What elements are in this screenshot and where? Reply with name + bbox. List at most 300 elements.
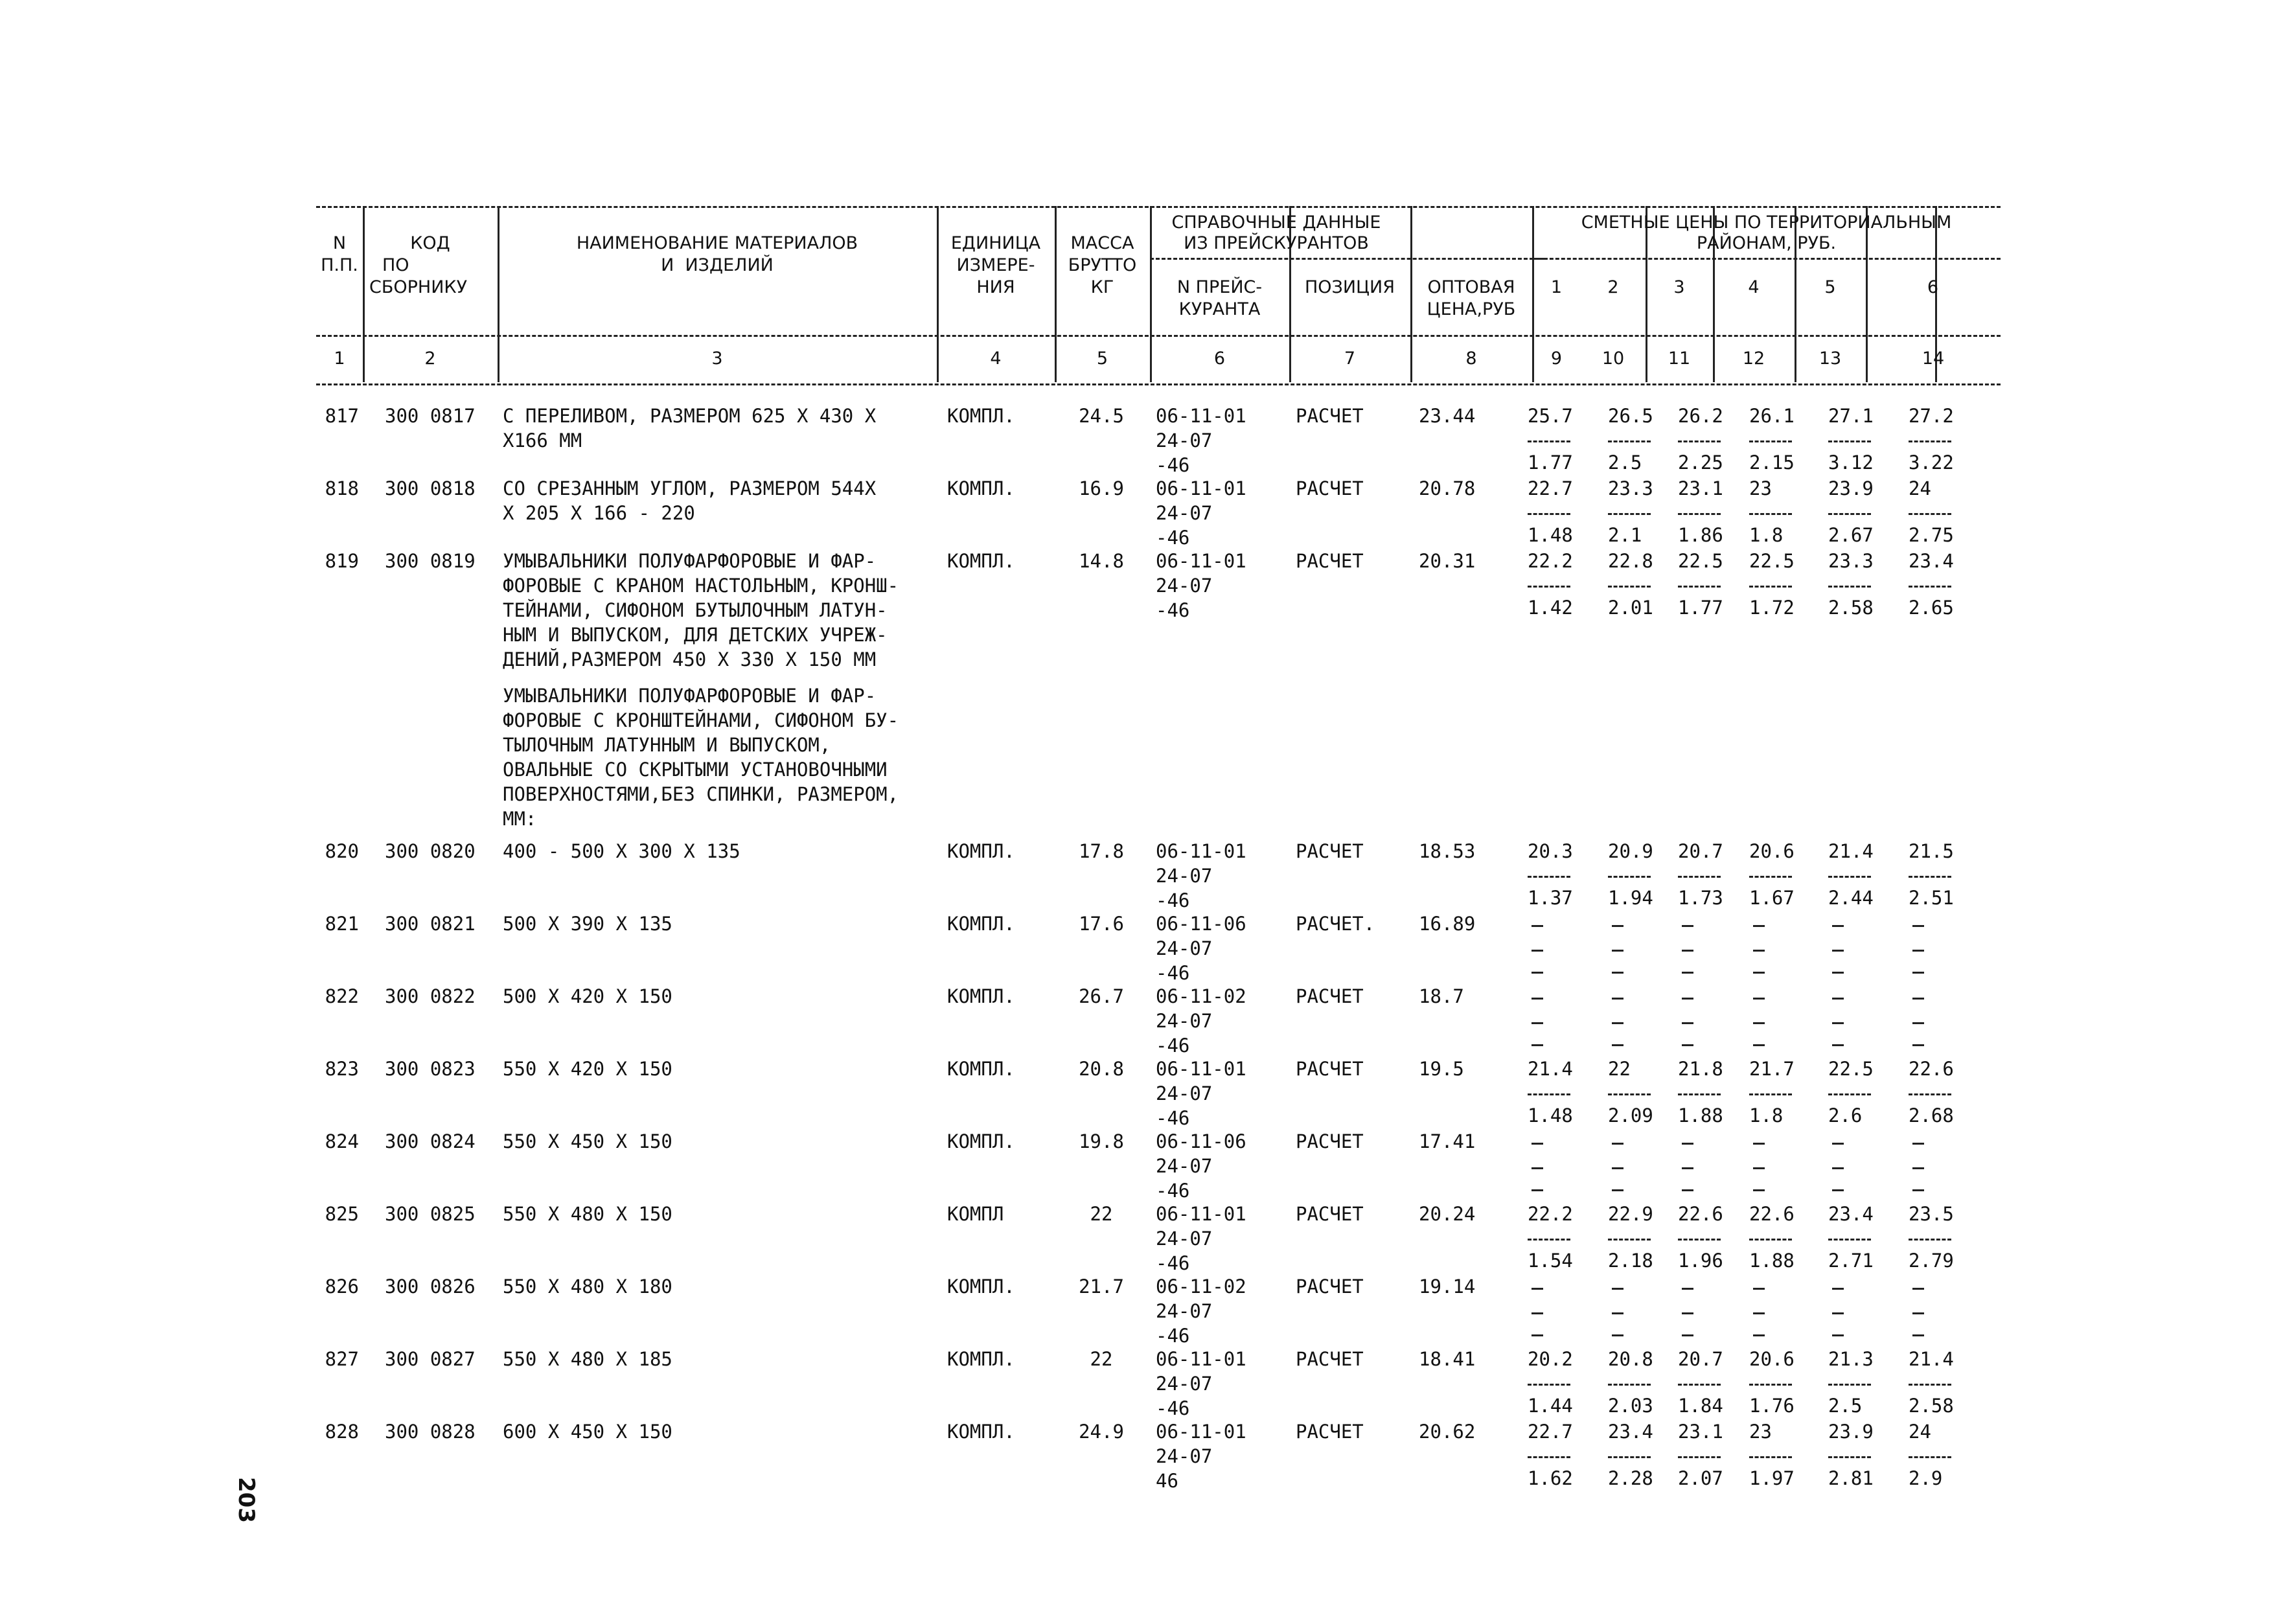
column-number: 2 [424,349,436,369]
price-bottom [1608,1034,1619,1053]
row-code: 300 0820 [385,840,476,862]
price-dash [1612,1312,1623,1314]
row-name-line: 500 X 420 X 150 [503,985,672,1007]
price-bottom: 2.28 [1608,1467,1653,1489]
fraction-bar [1608,586,1651,588]
price-bottom [1909,1034,1920,1053]
fraction-bar [1909,1239,1951,1241]
header-code: СБОРНИКУ [369,277,468,297]
price-top: 20.7 [1678,840,1723,862]
price-top [1678,987,1689,1006]
price-bottom: 1.76 [1749,1395,1795,1417]
price-top: 21.4 [1528,1058,1573,1080]
header-unit: НИЯ [976,277,1015,297]
price-dash [1753,950,1765,952]
column-number: 4 [990,349,1002,369]
fraction-bar [1909,440,1951,442]
fraction-bar [1608,513,1651,515]
header-name: НАИМЕНОВАНИЕ МАТЕРИАЛОВ [576,233,858,253]
price-top: 22 [1608,1058,1631,1080]
price-bottom: 1.88 [1678,1104,1723,1127]
row-pricelist: -46 [1156,1397,1190,1419]
price-bottom: 2.6 [1828,1104,1863,1127]
fraction-bar [1528,876,1570,878]
price-bottom [1608,1324,1619,1343]
fraction-bar [1528,1384,1570,1386]
row-code: 300 0817 [385,405,476,427]
row-position: РАСЧЕТ [1296,1275,1364,1298]
price-bottom: 2.9 [1909,1467,1943,1489]
price-dash [1612,1167,1623,1169]
fraction-bar [1828,1093,1871,1095]
price-bottom: 1.77 [1528,452,1573,474]
row-name-line: X 205 X 166 - 220 [503,502,695,524]
row-mass: 21.7 [1079,1275,1124,1298]
column-number: 6 [1213,349,1226,369]
price-bottom: 2.07 [1678,1467,1723,1489]
fraction-bar [1909,1093,1951,1095]
row-position: РАСЧЕТ [1296,1203,1364,1225]
price-dash [1832,1312,1844,1314]
row-position: РАСЧЕТ [1296,1348,1364,1370]
row-name-line: 400 - 500 X 300 X 135 [503,840,740,862]
header-region-5: 5 [1824,277,1836,297]
price-bottom: 1.8 [1749,1104,1784,1127]
price-bottom: 2.58 [1828,597,1874,619]
price-top: 21.4 [1909,1348,1954,1370]
fraction-bar [1749,1239,1792,1241]
header-region-group: СМЕТНЫЕ ЦЕНЫ ПО ТЕРРИТОРИАЛЬНЫМ [1581,212,1952,233]
row-pricelist: -46 [1156,962,1190,984]
header-mass: МАССА [1070,233,1134,253]
fraction-bar [1749,440,1792,442]
fraction-bar [1678,1093,1721,1095]
fraction-bar [1749,586,1792,588]
fraction-bar [1909,513,1951,515]
row-pricelist: 24-07 [1156,429,1213,452]
row-position: РАСЧЕТ. [1296,913,1375,935]
row-unit: КОМПЛ. [947,550,1015,572]
row-mass: 19.8 [1079,1130,1124,1152]
header-unit: ЕДИНИЦА [950,233,1041,253]
header-mid-rule [316,335,2001,337]
price-bottom: 2.44 [1828,887,1874,909]
price-bottom: 1.94 [1608,887,1653,909]
header-wholesale: ОПТОВАЯ [1427,277,1515,297]
fraction-bar [1528,513,1570,515]
row-mass: 24.5 [1079,405,1124,427]
row-pricelist: -46 [1156,1180,1190,1202]
header-region-4: 4 [1748,277,1760,297]
price-top: 27.1 [1828,405,1874,427]
price-top: 23.5 [1909,1203,1954,1225]
fraction-bar [1909,876,1951,878]
row-name-line: 550 X 420 X 150 [503,1058,672,1080]
fraction-bar [1678,440,1721,442]
price-bottom [1749,961,1760,980]
row-mass: 24.9 [1079,1421,1124,1443]
row-name-line: ММ: [503,808,537,830]
price-bottom [1828,1324,1839,1343]
row-wholesale: 20.62 [1419,1421,1476,1443]
price-dash [1753,1022,1765,1024]
column-number: 10 [1601,349,1625,369]
row-name-line: 550 X 480 X 185 [503,1348,672,1370]
row-number: 818 [325,477,359,499]
price-bottom: 1.54 [1528,1250,1573,1272]
price-dash [1832,1022,1844,1024]
column-number: 14 [1922,349,1945,369]
row-number: 820 [325,840,359,862]
price-top [1608,1132,1619,1151]
price-top: 22.7 [1528,477,1573,499]
header-wholesale: ЦЕНА,РУБ [1427,299,1516,319]
row-unit: КОМПЛ. [947,1130,1015,1152]
price-top: 21.3 [1828,1348,1874,1370]
row-pricelist: -46 [1156,1252,1190,1274]
row-pricelist: 06-11-01 [1156,1203,1246,1225]
price-bottom: 3.22 [1909,452,1954,474]
header-pricelist: КУРАНТА [1178,299,1261,319]
row-unit: КОМПЛ. [947,1058,1015,1080]
price-dash [1912,1022,1924,1024]
price-top: 22.2 [1528,550,1573,572]
price-top [1608,987,1619,1006]
price-bottom: 2.5 [1828,1395,1863,1417]
row-number: 824 [325,1130,359,1152]
row-number: 827 [325,1348,359,1370]
price-dash [1532,1312,1543,1314]
price-dash [1532,950,1543,952]
row-pricelist: -46 [1156,599,1190,621]
price-bottom: 1.67 [1749,887,1795,909]
row-name-line: СО СРЕЗАННЫМ УГЛОМ, РАЗМЕРОМ 544X [503,477,877,499]
row-unit: КОМПЛ. [947,1348,1015,1370]
row-name-line: 500 X 390 X 135 [503,913,672,935]
row-code: 300 0819 [385,550,476,572]
row-number: 819 [325,550,359,572]
price-top: 22.5 [1678,550,1723,572]
price-top: 26.1 [1749,405,1795,427]
column-number: 7 [1344,349,1356,369]
row-unit: КОМПЛ. [947,913,1015,935]
price-bottom: 2.51 [1909,887,1954,909]
price-top: 22.2 [1528,1203,1573,1225]
row-mass: 17.6 [1079,913,1124,935]
row-wholesale: 17.41 [1419,1130,1476,1152]
price-top [1909,987,1920,1006]
price-dash [1832,1167,1844,1169]
column-number: 13 [1818,349,1842,369]
row-unit: КОМПЛ. [947,477,1015,499]
price-bottom [1528,1034,1539,1053]
price-bottom [1678,1034,1689,1053]
header-ref-group: СПРАВОЧНЫЕ ДАННЫЕ [1171,212,1381,233]
row-number: 826 [325,1275,359,1298]
price-top: 20.2 [1528,1348,1573,1370]
row-name-line: С ПЕРЕЛИВОМ, РАЗМЕРОМ 625 X 430 X [503,405,877,427]
price-top: 23.9 [1828,477,1874,499]
fraction-bar [1528,586,1570,588]
row-pricelist: -46 [1156,1035,1190,1057]
price-bottom: 1.84 [1678,1395,1723,1417]
price-top: 26.5 [1608,405,1653,427]
price-bottom [1678,1179,1689,1198]
column-number: 3 [711,349,723,369]
price-bottom [1749,1324,1760,1343]
price-top [1828,915,1839,933]
row-mass: 16.9 [1079,477,1124,499]
fraction-bar [1608,1456,1651,1458]
row-name-line: ДЕНИЙ,РАЗМЕРОМ 450 X 330 X 150 ММ [503,648,877,670]
price-top: 20.9 [1608,840,1653,862]
price-bottom: 1.97 [1749,1467,1795,1489]
price-top: 27.2 [1909,405,1954,427]
price-bottom: 1.96 [1678,1250,1723,1272]
price-bottom: 2.67 [1828,524,1874,546]
price-bottom: 1.77 [1678,597,1723,619]
price-bottom: 1.48 [1528,524,1573,546]
price-bottom: 2.1 [1608,524,1642,546]
price-top: 24 [1909,477,1931,499]
fraction-bar [1749,1456,1792,1458]
price-bottom [1909,961,1920,980]
price-top [1528,915,1539,933]
row-wholesale: 20.78 [1419,477,1476,499]
price-dash [1753,1167,1765,1169]
row-pricelist: 24-07 [1156,937,1213,959]
row-mass: 22 [1090,1203,1113,1225]
column-number: 8 [1465,349,1477,369]
price-top: 23.9 [1828,1421,1874,1443]
row-pricelist: -46 [1156,527,1190,549]
row-number: 821 [325,913,359,935]
row-position: РАСЧЕТ [1296,477,1364,499]
row-pricelist: -46 [1156,1107,1190,1129]
price-bottom: 2.68 [1909,1104,1954,1127]
price-bottom: 1.72 [1749,597,1795,619]
fraction-bar [1828,1456,1871,1458]
row-pricelist: 06-11-01 [1156,477,1246,499]
header-code: КОД [410,233,450,253]
price-bottom: 1.86 [1678,524,1723,546]
header-bottom-rule [316,383,2001,385]
row-position: РАСЧЕТ [1296,985,1364,1007]
row-pricelist: 06-11-06 [1156,913,1246,935]
row-pricelist: 24-07 [1156,1373,1213,1395]
price-bottom: 1.44 [1528,1395,1573,1417]
price-bottom: 2.5 [1608,452,1642,474]
price-top: 22.7 [1528,1421,1573,1443]
price-bottom: 1.42 [1528,597,1573,619]
price-bottom [1528,1324,1539,1343]
price-top: 23.1 [1678,1421,1723,1443]
header-no: П.П. [321,255,358,275]
price-top: 25.7 [1528,405,1573,427]
ref-group-rule [1150,258,1545,260]
row-pricelist: 24-07 [1156,865,1213,887]
row-pricelist: 24-07 [1156,575,1213,597]
header-mass: БРУТТО [1068,255,1137,275]
price-dash [1532,1022,1543,1024]
row-code: 300 0827 [385,1348,476,1370]
row-position: РАСЧЕТ [1296,1130,1364,1152]
row-position: РАСЧЕТ [1296,1058,1364,1080]
fraction-bar [1909,1384,1951,1386]
price-top: 20.6 [1749,840,1795,862]
row-wholesale: 23.44 [1419,405,1476,427]
row-name-line: 600 X 450 X 150 [503,1421,672,1443]
price-dash [1912,1312,1924,1314]
row-pricelist: 24-07 [1156,1228,1213,1250]
header-region-3: 3 [1673,277,1685,297]
price-top: 22.8 [1608,550,1653,572]
price-top [1749,987,1760,1006]
fraction-bar [1528,440,1570,442]
row-pricelist: 06-11-01 [1156,550,1246,572]
price-top: 20.7 [1678,1348,1723,1370]
row-name-line: 550 X 480 X 180 [503,1275,672,1298]
price-top [1749,915,1760,933]
price-top: 26.2 [1678,405,1723,427]
fraction-bar [1828,440,1871,442]
row-pricelist: 06-11-01 [1156,1058,1246,1080]
row-wholesale: 18.53 [1419,840,1476,862]
column-number: 5 [1096,349,1108,369]
row-pricelist: 06-11-01 [1156,1421,1246,1443]
price-top [1749,1132,1760,1151]
row-pricelist: 24-07 [1156,1155,1213,1177]
fraction-bar [1678,876,1721,878]
header-unit: ИЗМЕРЕ- [956,255,1035,275]
price-top [1828,1277,1839,1296]
row-number: 817 [325,405,359,427]
price-bottom: 2.58 [1909,1395,1954,1417]
price-top: 23.4 [1828,1203,1874,1225]
price-top [1608,1277,1619,1296]
header-code: ПО [382,255,409,275]
price-bottom: 2.65 [1909,597,1954,619]
row-pricelist: 24-07 [1156,1300,1213,1322]
row-code: 300 0821 [385,913,476,935]
price-top: 24 [1909,1421,1931,1443]
price-top: 23.3 [1828,550,1874,572]
price-top [1909,1132,1920,1151]
row-name-line: ФОРОВЫЕ С КРАНОМ НАСТОЛЬНЫМ, КРОНШ- [503,575,899,597]
row-position: РАСЧЕТ [1296,840,1364,862]
price-dash [1682,1167,1693,1169]
fraction-bar [1678,1384,1721,1386]
row-unit: КОМПЛ. [947,1421,1015,1443]
row-pricelist: 24-07 [1156,1445,1213,1467]
header-ref-group: ИЗ ПРЕЙСКУРАНТОВ [1184,233,1369,253]
row-name-line: 550 X 450 X 150 [503,1130,672,1152]
row-pricelist: 24-07 [1156,1010,1213,1032]
price-bottom [1828,1034,1839,1053]
row-position: РАСЧЕТ [1296,1421,1364,1443]
region-group-rule [1532,258,2001,260]
row-wholesale: 19.5 [1419,1058,1464,1080]
price-bottom: 1.88 [1749,1250,1795,1272]
row-name-line: ТЕЙНАМИ, СИФОНОМ БУТЫЛОЧНЫМ ЛАТУН- [503,599,888,621]
row-name-line: УМЫВАЛЬНИКИ ПОЛУФАРФОРОВЫЕ И ФАР- [503,685,877,707]
price-bottom: 3.12 [1828,452,1874,474]
row-wholesale: 20.24 [1419,1203,1476,1225]
price-top: 22.9 [1608,1203,1653,1225]
price-bottom: 2.71 [1828,1250,1874,1272]
fraction-bar [1528,1456,1570,1458]
price-bottom: 1.37 [1528,887,1573,909]
row-code: 300 0822 [385,985,476,1007]
row-code: 300 0824 [385,1130,476,1152]
row-unit: КОМПЛ [947,1203,1004,1225]
row-pricelist: 24-07 [1156,502,1213,524]
price-top: 23.4 [1608,1421,1653,1443]
header-position: ПОЗИЦИЯ [1305,277,1395,297]
row-position: РАСЧЕТ [1296,550,1364,572]
row-position: РАСЧЕТ [1296,405,1364,427]
price-top: 20.3 [1528,840,1573,862]
price-top: 21.7 [1749,1058,1795,1080]
row-wholesale: 18.7 [1419,985,1464,1007]
fraction-bar [1909,586,1951,588]
price-bottom [1909,1179,1920,1198]
column-number: 9 [1550,349,1563,369]
row-pricelist: 06-11-06 [1156,1130,1246,1152]
header-top-rule [316,206,2001,208]
price-top [1528,1132,1539,1151]
price-bottom: 2.75 [1909,524,1954,546]
price-bottom [1909,1324,1920,1343]
row-mass: 14.8 [1079,550,1124,572]
price-top: 22.6 [1678,1203,1723,1225]
row-code: 300 0818 [385,477,476,499]
fraction-bar [1528,1239,1570,1241]
price-bottom: 2.01 [1608,597,1653,619]
row-number: 828 [325,1421,359,1443]
row-unit: КОМПЛ. [947,405,1015,427]
row-pricelist: 06-11-02 [1156,1275,1246,1298]
price-top [1909,915,1920,933]
fraction-bar [1909,1456,1951,1458]
price-bottom: 2.03 [1608,1395,1653,1417]
fraction-bar [1678,513,1721,515]
price-top [1828,987,1839,1006]
price-bottom: 1.73 [1678,887,1723,909]
price-dash [1682,1312,1693,1314]
row-pricelist: 06-11-02 [1156,985,1246,1007]
row-mass: 17.8 [1079,840,1124,862]
row-name-line: ФОРОВЫЕ С КРОНШТЕЙНАМИ, СИФОНОМ БУ- [503,709,899,731]
row-mass: 26.7 [1079,985,1124,1007]
row-pricelist: 24-07 [1156,1082,1213,1104]
price-bottom [1608,961,1619,980]
price-dash [1682,950,1693,952]
price-dash [1612,1022,1623,1024]
price-top [1528,1277,1539,1296]
price-bottom: 1.62 [1528,1467,1573,1489]
header-region-group: РАЙОНАМ, РУБ. [1696,233,1837,253]
price-bottom [1749,1034,1760,1053]
price-dash [1532,1167,1543,1169]
price-bottom [1749,1179,1760,1198]
price-top: 21.8 [1678,1058,1723,1080]
price-top: 22.5 [1749,550,1795,572]
price-dash [1682,1022,1693,1024]
price-top: 20.8 [1608,1348,1653,1370]
price-top [1678,1132,1689,1151]
fraction-bar [1678,1456,1721,1458]
